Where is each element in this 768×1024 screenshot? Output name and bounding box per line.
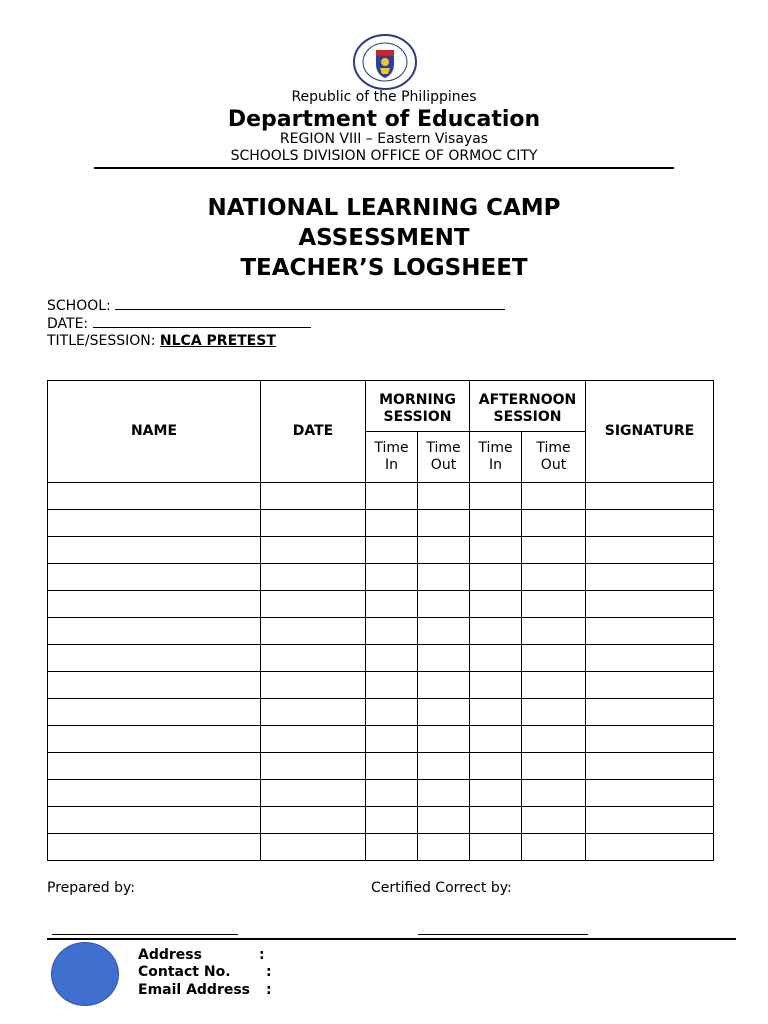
afternoon-time-in-cell[interactable] <box>470 591 522 618</box>
afternoon-time-in-cell[interactable] <box>470 672 522 699</box>
signature-cell[interactable] <box>586 564 714 591</box>
table-row <box>48 780 714 807</box>
morning-time-out-cell[interactable] <box>418 591 470 618</box>
school-field <box>47 297 505 314</box>
date-cell[interactable] <box>261 780 366 807</box>
afternoon-time-out-cell[interactable] <box>522 672 586 699</box>
name-cell[interactable] <box>48 780 261 807</box>
school-blank[interactable] <box>115 297 505 310</box>
afternoon-time-out-cell[interactable] <box>522 699 586 726</box>
table-row <box>48 564 714 591</box>
region-heading: REGION VIII – Eastern Visayas <box>279 131 489 147</box>
deped-seal-icon <box>352 34 418 90</box>
morning-time-in-cell[interactable] <box>366 510 418 537</box>
afternoon-time-out-cell[interactable] <box>522 780 586 807</box>
name-cell[interactable] <box>48 807 261 834</box>
morning-time-out-cell[interactable] <box>418 510 470 537</box>
name-cell[interactable] <box>48 645 261 672</box>
afternoon-time-out-cell[interactable] <box>522 510 586 537</box>
title-line-3: TEACHER’S LOGSHEET <box>240 255 528 281</box>
afternoon-time-out-header: Time Out <box>522 432 586 483</box>
morning-time-out-cell[interactable] <box>418 618 470 645</box>
afternoon-session-header: AFTERNOON SESSION <box>470 381 586 432</box>
date-cell[interactable] <box>261 726 366 753</box>
republic-heading: Republic of the Philippines <box>291 89 477 105</box>
name-cell[interactable] <box>48 834 261 861</box>
signature-cell[interactable] <box>586 807 714 834</box>
date-cell[interactable] <box>261 537 366 564</box>
table-row <box>48 834 714 861</box>
morning-time-out-cell[interactable] <box>418 537 470 564</box>
signature-cell[interactable] <box>586 726 714 753</box>
signature-cell[interactable] <box>586 834 714 861</box>
contact-label: Contact No. <box>138 964 231 980</box>
morning-time-out-cell[interactable] <box>418 699 470 726</box>
morning-time-out-cell[interactable] <box>418 753 470 780</box>
afternoon-time-in-cell[interactable] <box>470 753 522 780</box>
signature-cell[interactable] <box>586 699 714 726</box>
title-line-1: NATIONAL LEARNING CAMP <box>207 195 561 221</box>
afternoon-time-out-cell[interactable] <box>522 537 586 564</box>
name-cell[interactable] <box>48 699 261 726</box>
certified-by-label: Certified Correct by: <box>371 880 512 896</box>
table-row <box>48 672 714 699</box>
contact-colon: : <box>266 964 272 980</box>
session-label: TITLE/SESSION: <box>47 333 156 349</box>
morning-session-header: MORNING SESSION <box>366 381 470 432</box>
name-cell[interactable] <box>48 753 261 780</box>
afternoon-time-out-cell[interactable] <box>522 726 586 753</box>
afternoon-time-in-cell[interactable] <box>470 699 522 726</box>
email-colon: : <box>266 982 272 998</box>
session-value: NLCA PRETEST <box>159 333 276 349</box>
morning-time-out-cell[interactable] <box>418 807 470 834</box>
morning-time-out-cell[interactable] <box>418 726 470 753</box>
email-label: Email Address <box>138 982 251 998</box>
afternoon-time-in-cell[interactable] <box>470 510 522 537</box>
date-cell[interactable] <box>261 699 366 726</box>
name-cell[interactable] <box>48 483 261 510</box>
date-cell[interactable] <box>261 645 366 672</box>
afternoon-time-in-header: Time In <box>470 432 522 483</box>
date-field <box>47 315 311 332</box>
morning-time-in-cell[interactable] <box>366 753 418 780</box>
table-row <box>48 537 714 564</box>
name-cell[interactable] <box>48 591 261 618</box>
date-cell[interactable] <box>261 564 366 591</box>
name-cell[interactable] <box>48 618 261 645</box>
certified-by-signature-line[interactable] <box>418 934 588 935</box>
department-heading: Department of Education <box>227 107 541 132</box>
date-cell[interactable] <box>261 753 366 780</box>
morning-time-in-cell[interactable] <box>366 726 418 753</box>
morning-time-in-cell[interactable] <box>366 618 418 645</box>
signature-header: SIGNATURE <box>586 381 714 483</box>
session-field <box>47 333 276 349</box>
afternoon-time-in-cell[interactable] <box>470 834 522 861</box>
table-row <box>48 753 714 780</box>
signature-cell[interactable] <box>586 510 714 537</box>
morning-time-in-cell[interactable] <box>366 834 418 861</box>
morning-time-in-cell[interactable] <box>366 537 418 564</box>
name-cell[interactable] <box>48 564 261 591</box>
date-cell[interactable] <box>261 591 366 618</box>
date-blank[interactable] <box>93 315 311 328</box>
date-label: DATE: <box>47 316 89 332</box>
afternoon-time-in-cell[interactable] <box>470 645 522 672</box>
name-cell[interactable] <box>48 510 261 537</box>
afternoon-time-in-cell[interactable] <box>470 618 522 645</box>
title-line-2: ASSESSMENT <box>298 225 470 251</box>
prepared-by-signature-line[interactable] <box>52 934 238 935</box>
signature-cell[interactable] <box>586 645 714 672</box>
afternoon-time-out-cell[interactable] <box>522 645 586 672</box>
signature-cell[interactable] <box>586 780 714 807</box>
table-row <box>48 645 714 672</box>
name-cell[interactable] <box>48 537 261 564</box>
morning-time-in-cell[interactable] <box>366 672 418 699</box>
morning-time-in-cell[interactable] <box>366 780 418 807</box>
name-cell[interactable] <box>48 726 261 753</box>
date-cell[interactable] <box>261 510 366 537</box>
header-divider <box>94 167 674 169</box>
date-cell[interactable] <box>261 483 366 510</box>
afternoon-time-out-cell[interactable] <box>522 753 586 780</box>
morning-time-in-cell[interactable] <box>366 807 418 834</box>
signature-cell[interactable] <box>586 483 714 510</box>
logsheet-table <box>47 380 714 861</box>
morning-time-out-cell[interactable] <box>418 780 470 807</box>
morning-time-in-cell[interactable] <box>366 564 418 591</box>
morning-time-in-cell[interactable] <box>366 591 418 618</box>
date-header: DATE <box>261 381 366 483</box>
afternoon-time-in-cell[interactable] <box>470 726 522 753</box>
name-cell[interactable] <box>48 672 261 699</box>
name-header: NAME <box>48 381 261 483</box>
morning-time-out-cell[interactable] <box>418 645 470 672</box>
afternoon-time-out-cell[interactable] <box>522 483 586 510</box>
afternoon-time-out-cell[interactable] <box>522 834 586 861</box>
afternoon-time-in-cell[interactable] <box>470 483 522 510</box>
morning-time-out-cell[interactable] <box>418 672 470 699</box>
morning-time-in-cell[interactable] <box>366 483 418 510</box>
morning-time-out-header: Time Out <box>418 432 470 483</box>
afternoon-time-out-cell[interactable] <box>522 564 586 591</box>
afternoon-time-out-cell[interactable] <box>522 591 586 618</box>
school-logo-placeholder <box>51 942 119 1006</box>
morning-time-out-cell[interactable] <box>418 834 470 861</box>
signature-cell[interactable] <box>586 618 714 645</box>
table-row <box>48 699 714 726</box>
address-label: Address <box>138 947 202 963</box>
afternoon-time-in-cell[interactable] <box>470 807 522 834</box>
morning-time-out-cell[interactable] <box>418 564 470 591</box>
table-row <box>48 618 714 645</box>
afternoon-time-in-cell[interactable] <box>470 537 522 564</box>
morning-time-in-cell[interactable] <box>366 645 418 672</box>
signature-cell[interactable] <box>586 591 714 618</box>
table-row <box>48 726 714 753</box>
school-label: SCHOOL: <box>47 298 111 314</box>
morning-time-in-header: Time In <box>366 432 418 483</box>
logsheet-body <box>48 483 714 861</box>
signature-cell[interactable] <box>586 537 714 564</box>
footer-divider <box>47 938 736 940</box>
afternoon-time-in-cell[interactable] <box>470 564 522 591</box>
prepared-by-label: Prepared by: <box>47 880 135 896</box>
date-cell[interactable] <box>261 672 366 699</box>
afternoon-time-out-cell[interactable] <box>522 618 586 645</box>
afternoon-time-out-cell[interactable] <box>522 807 586 834</box>
table-row <box>48 483 714 510</box>
table-row <box>48 510 714 537</box>
division-heading: SCHOOLS DIVISION OFFICE OF ORMOC CITY <box>230 148 538 164</box>
date-cell[interactable] <box>261 834 366 861</box>
afternoon-time-in-cell[interactable] <box>470 780 522 807</box>
signature-cell[interactable] <box>586 672 714 699</box>
table-row <box>48 807 714 834</box>
morning-time-in-cell[interactable] <box>366 699 418 726</box>
date-cell[interactable] <box>261 618 366 645</box>
date-cell[interactable] <box>261 807 366 834</box>
address-colon: : <box>259 947 265 963</box>
signature-cell[interactable] <box>586 753 714 780</box>
table-row <box>48 591 714 618</box>
morning-time-out-cell[interactable] <box>418 483 470 510</box>
